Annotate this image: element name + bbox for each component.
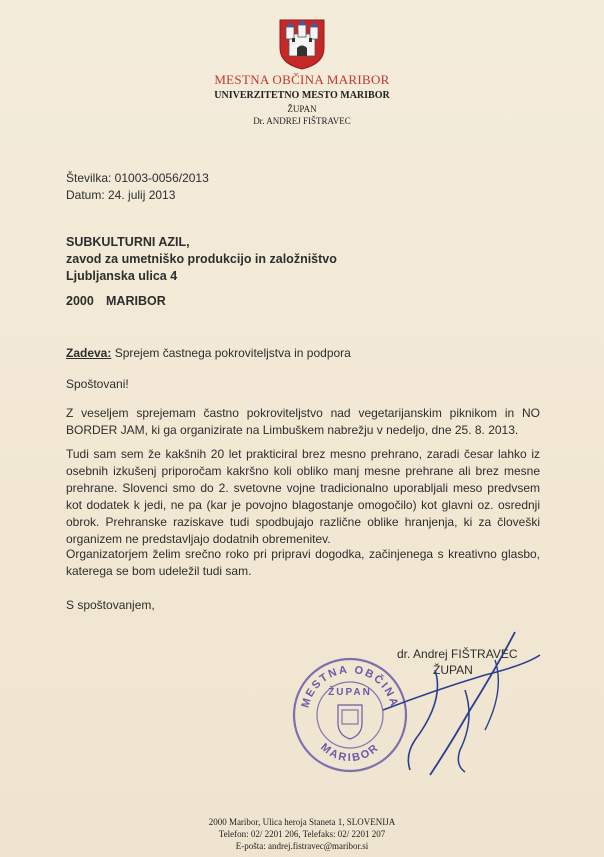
footer-address: 2000 Maribor, Ulica heroja Staneta 1, SLOVENIJA: [208, 817, 396, 827]
reference-number: Številka: 01003-0056/2013: [66, 171, 209, 185]
recipient-postcode: 2000: [66, 294, 94, 308]
footer-email: E-pošta: andrej.fistravec@maribor.si: [235, 841, 369, 851]
subject-text: Sprejem častnega pokroviteljstva in podpora: [114, 346, 351, 360]
stamp-top-text: MESTNA OBČINA: [299, 663, 401, 710]
recipient-street: Ljubljanska ulica 4: [66, 269, 178, 283]
office-title: ŽUPAN: [287, 104, 317, 114]
recipient-city: MARIBOR: [106, 294, 166, 308]
recipient-line2: zavod za umetniško produkcijo in založništvo: [66, 252, 337, 266]
stamp-middle-text: ŽUPAN: [328, 687, 372, 698]
mayor-name: Dr. ANDREJ FIŠTRAVEC: [253, 116, 351, 126]
paragraph-2: Tudi sam sem že kakšnih 20 let prakticiral brez mesno prehrano, zaradi česar lahko iz osebnih izkušenj priporočam kakršno koli obliko manj mesne prehrane ali brez mesne prehrane. Slovenci smo do 2. svetovne vojne tradicionalno uporabljali meso predvsem kot dodatek k jedi, ne pa (kar je povojno blagostanje omogočilo) kot glavni oz. osrednji obrok. Prehranske raziskave tudi spodbujajo različne oblike hranjenja, ki za človeški organizem ne predstavljajo dodatnih obremenitev.: [66, 447, 540, 546]
city-title: UNIVERZITETNO MESTO MARIBOR: [214, 90, 390, 101]
svg-text:MARIBOR: [318, 741, 382, 764]
municipality-name: MESTNA OBČINA MARIBOR: [214, 72, 390, 87]
closing: S spoštovanjem,: [66, 598, 155, 612]
recipient-name: SUBKULTURNI AZIL,: [66, 235, 190, 249]
subject-label: Zadeva:: [66, 346, 112, 360]
coat-of-arms-icon: [277, 18, 327, 70]
salutation: Spoštovani!: [66, 377, 129, 391]
signer-title: ŽUPAN: [433, 663, 473, 677]
stamp-bottom-text: MARIBOR: [318, 741, 382, 765]
footer-phone: Telefon: 02/ 2201 206, Telefaks: 02/ 2201 207: [218, 829, 386, 839]
subject-line: [66, 346, 351, 360]
signer-name: dr. Andrej FIŠTRAVEC: [397, 647, 518, 661]
handwritten-signature: [375, 630, 545, 780]
paragraph-1: Z veseljem sprejemam častno pokroviteljstvo nad vegetarijanskim piknikom in NO BORDER JAM, ki ga organizirate na Limbuškem nabrežju v nedeljo, dne 25. 8. 2013.: [66, 406, 540, 437]
letter-date: Datum: 24. julij 2013: [66, 188, 176, 202]
paragraph-3: Organizatorjem želim srečno roko pri pripravi dogodka, začinjenega s kreativno glasbo, katerega se bom udeležil tudi sam.: [66, 547, 540, 578]
